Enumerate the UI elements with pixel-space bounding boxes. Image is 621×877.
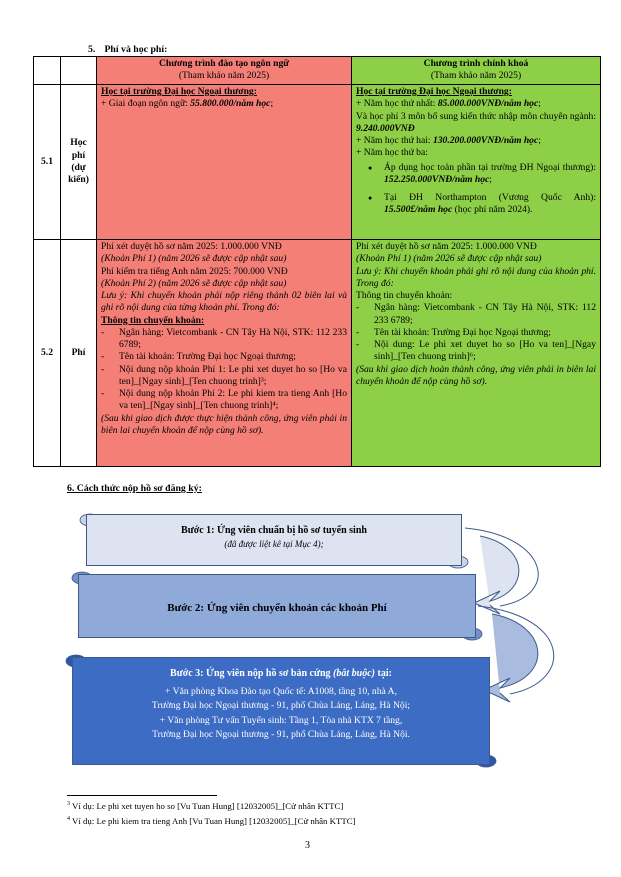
fee-main-after-note: (Sau khi giao dịch hoàn thành công, ứng viên phải in biên lai chuyển khoản để nộp cùng hồ sơ).: [356, 363, 596, 387]
tuition-language-line: + Giai đoạn ngôn ngữ: 55.800.000/năm học;: [101, 98, 274, 110]
footnote-4: $^4$ Ví dụ: Le phi kiem tra tieng Anh [Vu Tuan Hung] [12032005]_[Cử nhân KTTC]: [67, 816, 356, 826]
section-5-title: Phí và học phí:: [104, 44, 168, 55]
step-2-scroll: [78, 574, 476, 638]
tuition-language-heading: Học tại trường Đại học Ngoại thương:: [101, 86, 257, 97]
footnote-separator: [67, 795, 217, 796]
row-number: 5.2: [34, 240, 61, 467]
table-row-tuition: [34, 85, 601, 240]
header-empty-1: [34, 57, 61, 85]
fees-main-cell: [352, 240, 601, 467]
tuition-language-value: 55.800.000/năm học: [190, 98, 271, 110]
section-5-number: 5.: [88, 44, 96, 55]
section-5-heading: [88, 44, 167, 57]
list-item: - Tên tài khoản: Trường Đại học Ngoại thương;: [101, 351, 296, 363]
main-fee-1-line: Phí xét duyệt hồ sơ năm 2025: 1.000.000 VNĐ: [356, 241, 537, 252]
list-item: - Nội dung nộp khoản Phí 1: Le phi xet duyet ho so [Ho va ten]_[Ngay sinh]_[Ten chuong trinh]³;: [101, 363, 347, 387]
fee-language-note: Lưu ý: Khi chuyển khoản phải nộp riêng thành 02 biên lai và ghi rõ nội dung của từng khoản phí. Trong đó:: [101, 290, 347, 314]
tuition-year1: + Năm học thứ nhất: 85.000.000VNĐ/năm học;: [356, 98, 541, 110]
row-label-fees: Phí: [61, 240, 97, 467]
tuition-extra-value: 9.240.000VNĐ: [356, 122, 415, 134]
list-item: - Nội dung nộp khoản Phí 2: Le phi kiem tra tieng Anh [Ho va ten]_[Ngay sinh]_[Ten chuong trinh]⁴;: [101, 388, 347, 412]
list-item: - Ngân hàng: Vietcombank - CN Tây Hà Nội, STK: 112 233 6789;: [356, 302, 596, 326]
tuition-main-heading: Học tại trường Đại học Ngoại thương:: [356, 86, 512, 97]
step-1-subtitle: (đã được liệt kê tại Mục 4);: [224, 539, 324, 549]
fee-2-note: (Khoản Phí 2) (năm 2026 sẽ được cập nhật sau): [101, 277, 287, 289]
header-empty-2: [61, 57, 97, 85]
step-1-title: Bước 1: Ứng viên chuẩn bị hồ sơ tuyển sinh: [181, 525, 367, 536]
language-program-title: Chương trình đào tạo ngôn ngữ: [158, 58, 290, 69]
table-row-fees: [34, 240, 601, 467]
step-3-line-3: + Văn phòng Tư vấn Tuyển sinh: Tầng 1, Tòa nhà KTX 7 tầng,: [159, 715, 403, 726]
list-item: ● Tại ĐH Northampton (Vương Quốc Anh): 15.500£/năm học (học phí năm 2024).: [356, 192, 596, 217]
header-main-program: [352, 57, 601, 85]
step-3-line-2: Trường Đại học Ngoại thương - 91, phố Chùa Láng, Láng, Hà Nội;: [151, 700, 411, 711]
transfer-info-title: Thông tin chuyển khoản:: [101, 314, 205, 326]
tuition-year2-value: 130.200.000VNĐ/năm học: [432, 135, 539, 147]
fee-1-note: (Khoản Phí 1) (năm 2026 sẽ được cập nhật sau): [101, 253, 287, 265]
row-number: 5.1: [34, 85, 61, 240]
list-item: - Nội dung: Le phi xet duyet ho so [Ho va ten]_[Ngay sinh]_[Ten chuong trinh]⁶;: [356, 339, 596, 363]
tuition-year3: + Năm học thứ ba:: [356, 147, 428, 159]
tuition-main-cell: [352, 85, 601, 240]
fees-language-cell: [97, 240, 352, 467]
tuition-language-cell: [97, 85, 352, 240]
table-header-row: [34, 57, 601, 85]
page-number: 3: [305, 840, 310, 851]
section-6-heading: 6. Cách thức nộp hồ sơ đăng ký:: [67, 483, 202, 494]
curved-arrow-2-icon: [484, 614, 538, 702]
step-3-scroll: [72, 657, 490, 765]
list-item: - Tên tài khoản: Trường Đại học Ngoại thương;: [356, 326, 551, 338]
step-3-line-4: Trường Đại học Ngoại thương - 91, phố Chùa Láng, Láng, Hà Nội.: [152, 729, 410, 740]
fee-language-after-note: (Sau khi giao dịch được thực hiện thành công, ứng viên phải in biên lai chuyển khoản để nộp cùng hồ sơ).: [101, 412, 347, 436]
tuition-year2: + Năm học thứ hai: 130.200.000VNĐ/năm học;: [356, 135, 541, 147]
language-program-subtitle: (Tham khảo năm 2025): [178, 70, 270, 82]
tuition-year3-options: [356, 162, 596, 217]
step-3-title: Bước 3: Ứng viên nộp hồ sơ bản cứng (bắt buộc) tại:: [170, 668, 392, 679]
main-program-title: Chương trình chính khoá: [423, 58, 529, 69]
tuition-extra: Và học phí 3 môn bổ sung kiến thức nhập môn chuyên ngành: 9.240.000VNĐ: [356, 110, 596, 134]
step-2-title: Bước 2: Ứng viên chuyển khoản các khoản Phí: [167, 602, 387, 614]
fee-2-line: Phí kiểm tra tiếng Anh năm 2025: 700.000 VNĐ: [101, 265, 288, 277]
main-program-subtitle: (Tham khảo năm 2025): [430, 70, 522, 82]
step-3-line-1: + Văn phòng Khoa Đào tạo Quốc tế: A1008, tầng 10, nhà A,: [165, 686, 397, 697]
curved-arrow-1-icon: [474, 536, 519, 614]
row-label-tuition: Học phí (dự kiến): [61, 85, 97, 240]
fee-table: [33, 56, 601, 467]
main-fee-1-note: (Khoản Phí 1) (năm 2026 sẽ được cập nhật sau): [356, 253, 542, 265]
main-transfer-info-title: Thông tin chuyển khoản:: [356, 290, 453, 302]
step-1-scroll: [86, 514, 462, 566]
list-item: - Ngân hàng: Vietcombank - CN Tây Hà Nội, STK: 112 233 6789;: [101, 326, 347, 351]
tuition-year1-value: 85.000.000VNĐ/năm học: [437, 98, 539, 110]
list-item: ● Áp dụng học toàn phần tại trường ĐH Ngoại thương): 152.250.000VNĐ/năm học;: [356, 162, 596, 187]
fee-1-line: Phí xét duyệt hồ sơ năm 2025: 1.000.000 VNĐ: [101, 241, 282, 252]
fee-main-note: Lưu ý: Khi chuyển khoản phải ghi rõ nội dung của khoản phí. Trong đó:: [356, 265, 596, 289]
footnote-3: $^3$ Ví dụ: Le phi xet tuyen ho so [Vu Tuan Hung] [12032005]_[Cử nhân KTTC]: [67, 801, 344, 811]
header-language-program: [97, 57, 352, 85]
